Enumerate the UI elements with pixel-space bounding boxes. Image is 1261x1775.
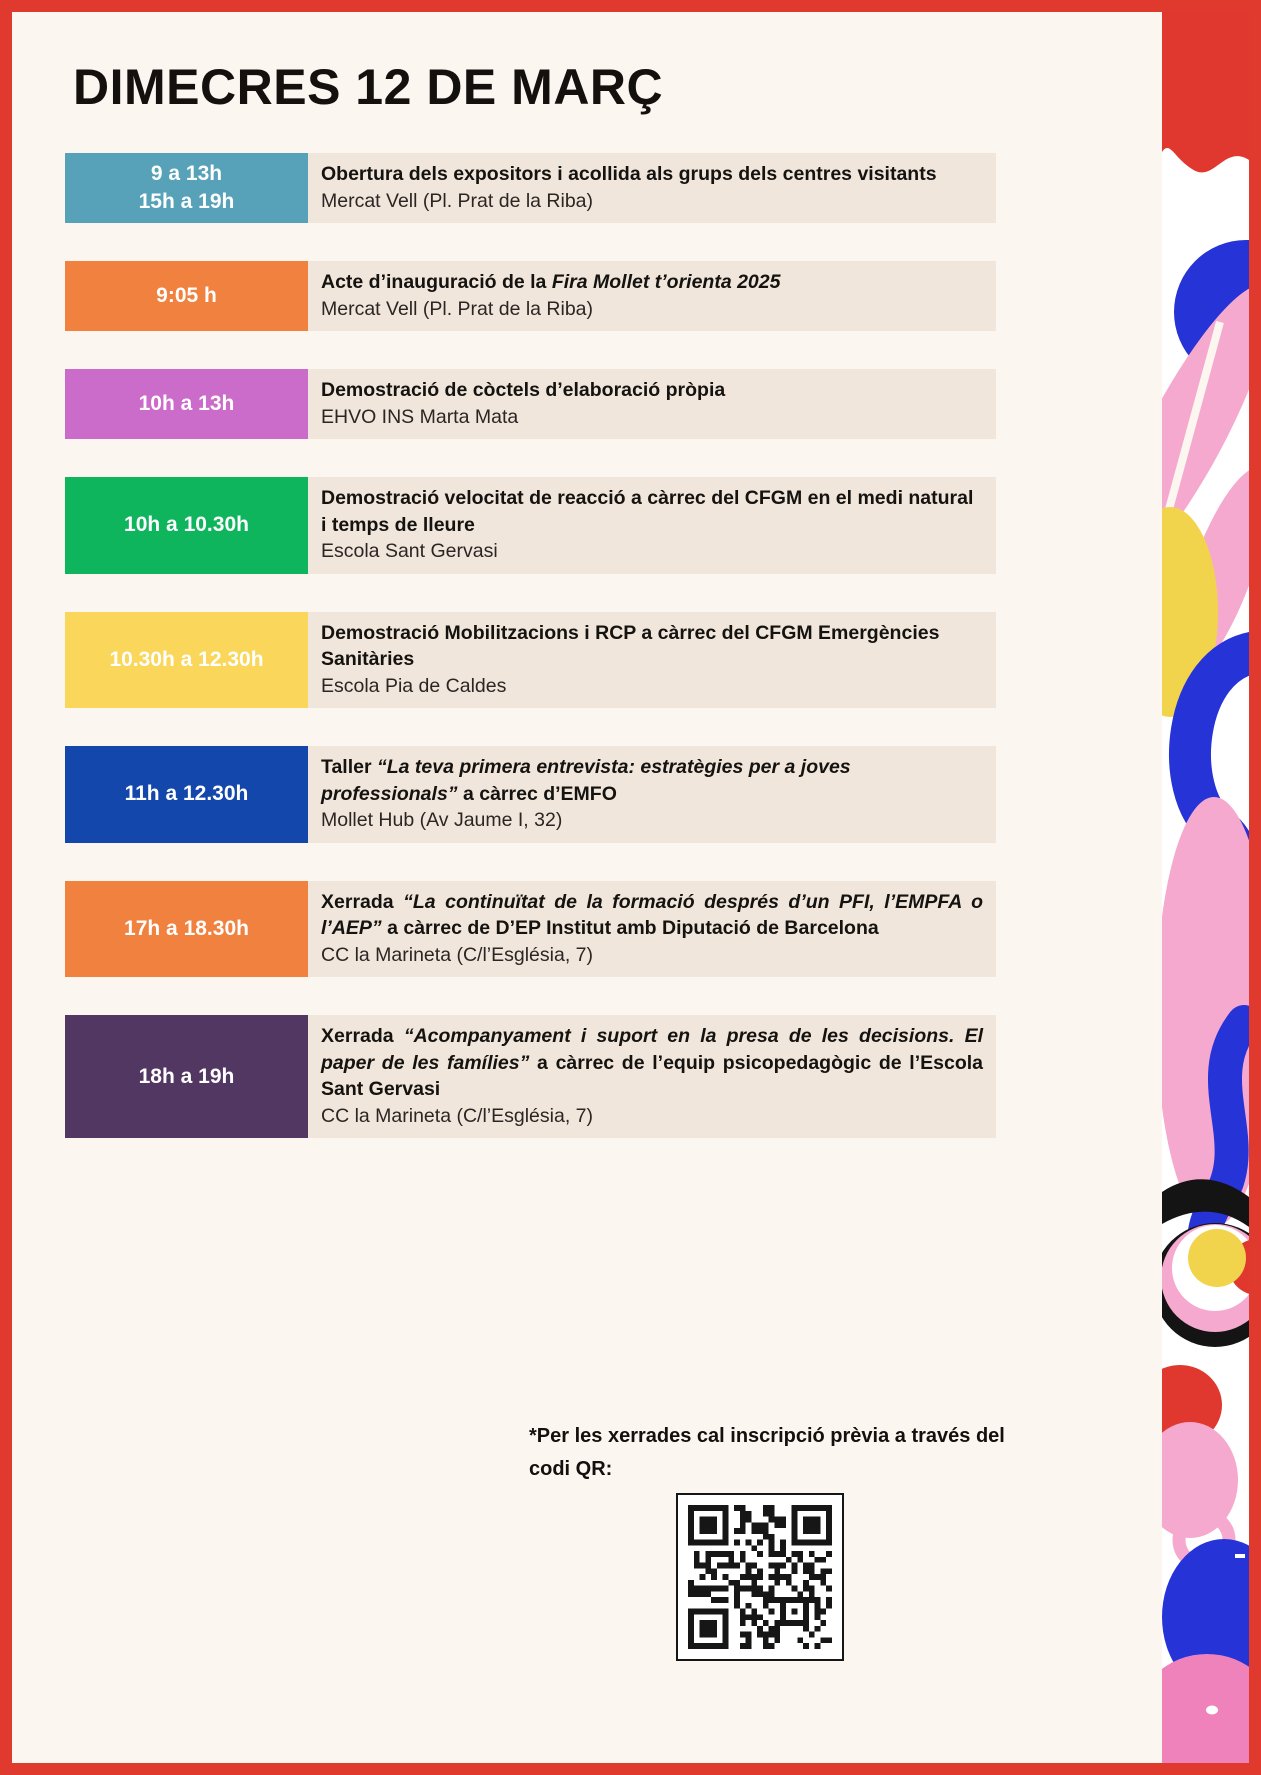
event-row (65, 369, 996, 439)
qr-pattern (688, 1505, 832, 1649)
event-time (65, 746, 308, 843)
event-title-segment: a càrrec de l’equip psicopedagògic de l’Escola Sant Gervasi (321, 1051, 983, 1100)
event-row (65, 881, 996, 978)
event-time (65, 369, 308, 439)
event-time-line: 10h a 10.30h (124, 513, 249, 537)
event-title-segment: Xerrada (321, 1025, 404, 1047)
event-time (65, 477, 308, 574)
event-title (321, 485, 983, 538)
event-time-line: 10h a 13h (138, 392, 235, 415)
event-title-segment: Acte d’inauguració de la (321, 271, 552, 293)
event-row (65, 612, 996, 709)
event-location: Escola Sant Gervasi (321, 540, 498, 562)
event-title-segment: Demostració velocitat de reacció a càrrec del CFGM en el medi natural i temps de lleure (321, 487, 974, 536)
event-row (65, 1015, 996, 1138)
schedule-list (65, 153, 996, 1176)
side-art-shapes (1162, 12, 1249, 1763)
event-time-line: 9 a 13h (150, 162, 223, 185)
event-title-segment: a càrrec de D’EP Institut amb Diputació de Barcelona (381, 917, 879, 939)
event-time-line: 11h a 12.30h (124, 782, 249, 806)
event-time (65, 261, 308, 331)
event-body (308, 153, 996, 223)
event-title-italic-segment: “La teva primera entrevista: estratègies per a joves professionals” (321, 756, 851, 805)
decorative-side-art (1162, 12, 1249, 1763)
event-title-segment: a càrrec d’EMFO (457, 782, 617, 805)
event-title (321, 377, 983, 404)
qr-note-line: *Per les xerrades cal inscripció prèvia a través del (529, 1425, 1005, 1447)
event-body (308, 881, 996, 978)
event-location: CC la Marineta (C/l’Església, 7) (321, 1104, 594, 1127)
event-row (65, 261, 996, 331)
event-row (65, 153, 996, 223)
event-body (308, 261, 996, 331)
event-title (321, 620, 983, 673)
event-body (308, 1015, 996, 1138)
event-location: Mollet Hub (Av Jaume I, 32) (321, 809, 563, 831)
event-title-italic-segment: “La continuïtat de la formació després d’un PFI, l’EMPFA o l’AEP” (321, 890, 983, 939)
event-time-line: 10.30h a 12.30h (109, 647, 264, 671)
event-title (321, 754, 983, 807)
event-body (308, 369, 996, 439)
event-title-segment: Obertura dels expositors i acollida als grups dels centres visitants (321, 163, 937, 185)
event-title-segment: Demostració Mobilitzacions i RCP a càrrec del CFGM Emergències Sanitàries (321, 621, 940, 670)
event-body (308, 612, 996, 709)
event-time (65, 153, 308, 223)
footer (65, 1420, 1005, 1710)
event-title-segment: Taller (321, 756, 377, 778)
event-location: Mercat Vell (Pl. Prat de la Riba) (321, 297, 594, 320)
qr-note (529, 1420, 1005, 1486)
page-title: DIMECRES 12 DE MARÇ (73, 59, 664, 115)
event-title-italic-segment: Fira Mollet t’orienta 2025 (551, 271, 781, 293)
event-location: Mercat Vell (Pl. Prat de la Riba) (321, 189, 594, 212)
event-location: CC la Marineta (C/l’Església, 7) (321, 943, 594, 966)
event-title-segment: Xerrada (321, 890, 404, 913)
qr-code-icon (676, 1493, 844, 1661)
event-time (65, 881, 308, 978)
event-time-line: 15h a 19h (138, 190, 235, 213)
event-time-line: 17h a 18.30h (124, 916, 249, 940)
event-location: EHVO INS Marta Mata (321, 405, 519, 428)
event-title (321, 1023, 983, 1103)
event-title (321, 889, 983, 942)
event-title-segment: Demostració de còctels d’elaboració pròpia (321, 379, 726, 401)
qr-note-line: codi QR: (529, 1458, 613, 1480)
event-time-line: 9:05 h (156, 284, 217, 307)
event-title-italic-segment: “Acompanyament i suport en la presa de les decisions. El paper de les famílies” (321, 1025, 983, 1074)
event-time-line: 18h a 19h (138, 1064, 235, 1088)
event-row (65, 746, 996, 843)
event-body (308, 746, 996, 843)
event-title (321, 161, 983, 188)
event-body (308, 477, 996, 574)
event-title (321, 269, 983, 296)
event-row (65, 477, 996, 574)
event-location: Escola Pia de Caldes (321, 674, 507, 697)
event-time (65, 1015, 308, 1138)
event-time (65, 612, 308, 709)
